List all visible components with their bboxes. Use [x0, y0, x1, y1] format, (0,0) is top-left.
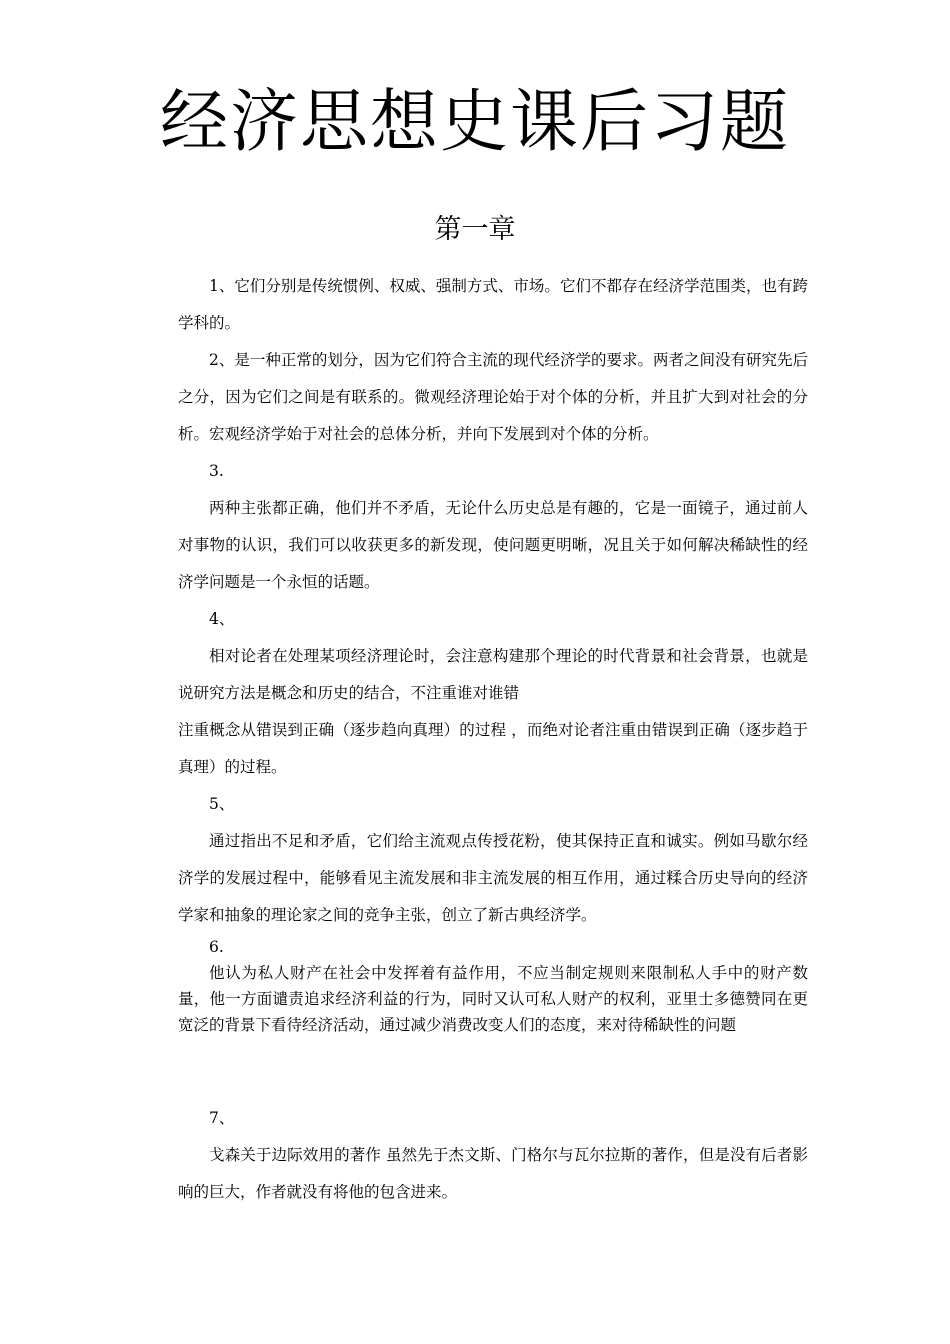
answer-4-part-1: 相对论者在处理某项经济理论时，会注意构建那个理论的时代背景和社会背景，也就是说研究方法是概念和历史的结合，不注重谁对谁错 — [178, 647, 808, 702]
question-number-6: 6. — [209, 938, 224, 956]
question-number-3: 3. — [209, 462, 224, 480]
answer-7: 戈森关于边际效用的著作 虽然先于杰文斯、门格尔与瓦尔拉斯的著作，但是没有后者影响的巨大，作者就没有将他的包含进来。 — [178, 1146, 808, 1201]
answer-1: 1、它们分别是传统惯例、权威、强制方式、市场。它们不都存在经济学范围类，也有跨学科的。 — [178, 277, 808, 332]
question-number-4: 4、 — [209, 610, 235, 628]
chapter-heading: 第一章 — [434, 214, 516, 245]
section-spacer — [178, 1038, 808, 1100]
answer-2: 2、是一种正常的划分，因为它们符合主流的现代经济学的要求。两者之间没有研究先后之分，因为它们之间是有联系的。微观经济理论始于对个体的分析，并且扩大到对社会的分析。宏观经济学始于对社会的总体分析，并向下发展到对个体的分析。 — [178, 351, 808, 443]
question-number-5: 5、 — [209, 795, 235, 813]
answer-4-part-2: 注重概念从错误到正确（逐步趋向真理）的过程 ，而绝对论者注重由错误到正确（逐步趋于真理）的过程。 — [178, 721, 808, 776]
question-number-7: 7、 — [209, 1109, 235, 1127]
answer-6: 他认为私人财产在社会中发挥着有益作用，不应当制定规则来限制私人手中的财产数量，他一方面谴责追求经济利益的行为，同时又认可私人财产的权利，亚里士多德赞同在更宽泛的背景下看待经济活动，通过减少消费改变人们的态度，来对待稀缺性的问题 — [178, 964, 808, 1034]
document-title: 经济思想史课后习题 — [159, 83, 790, 162]
answer-5: 通过指出不足和矛盾，它们给主流观点传授花粉，使其保持正直和诚实。例如马歇尔经济学的发展过程中，能够看见主流发展和非主流发展的相互作用，通过糅合历史导向的经济学家和抽象的理论家之间的竞争主张，创立了新古典经济学。 — [178, 832, 808, 924]
answer-3: 两种主张都正确，他们并不矛盾，无论什么历史总是有趣的，它是一面镜子，通过前人对事物的认识，我们可以收获更多的新发现，使问题更明晰，况且关于如何解决稀缺性的经济学问题是一个永恒的话题。 — [178, 499, 808, 591]
document-body — [178, 268, 808, 1211]
